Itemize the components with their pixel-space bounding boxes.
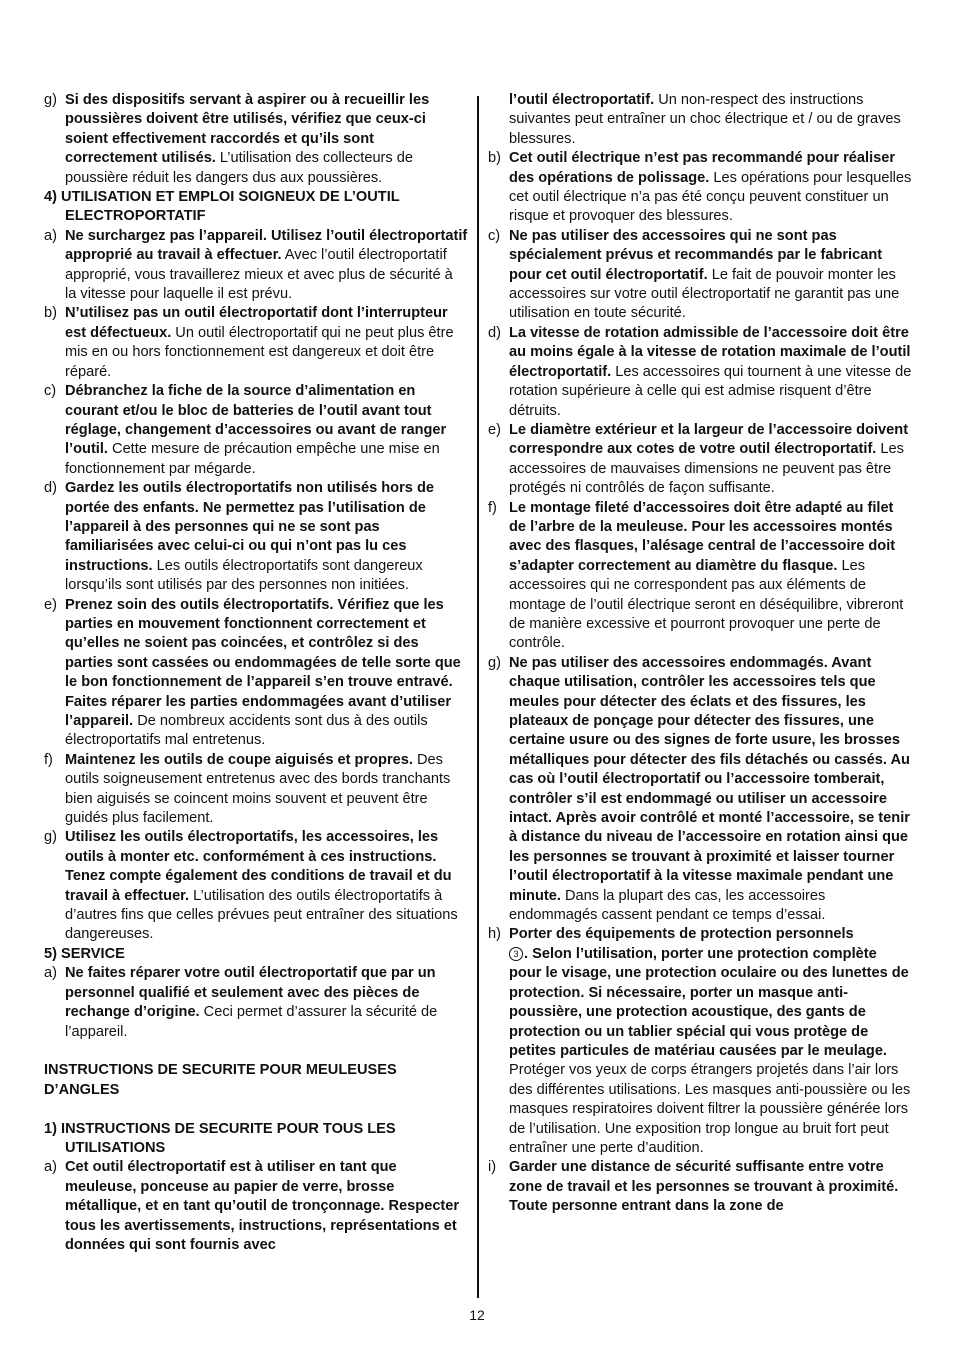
main-title: INSTRUCTIONS DE SECURITE POUR MEULEUSES [44, 1062, 397, 1079]
item-4c: c) Débranchez la fiche de la source d’alimentation en courant et/ou le bloc de batteries de l’outil avant tout réglage, changement d’accessoires ou avant de ranger l’outil. Cette mesure de précaution empêche une mise en fonctionnement par mégarde. [44, 383, 447, 477]
figure-reference-circle: 3 [509, 947, 523, 961]
left-column [44, 91, 468, 1255]
item-1h: h) Porter des équipements de protection personnels 3 . Selon l’utilisation, porter une protection complète pour le visage, une protection oculaire ou des lunettes de protection. Si nécessaire, porter un masque anti-poussière, une protection acoustique, des gants de protection ou un tablier spécial qui vous protège de petites particules de matériau causées par le meulage. Protéger vos yeux de corps étrangers projetés dans l’air lors des différentes utilisations. Les masques anti-poussière ou les masques respiratoires doivent filtrer la poussière générée lors de l’utilisation. Une exposition trop longue au bruit fort peut entraîner une perte d’audition. [488, 926, 911, 1156]
item-1a-continued: l’outil électroportatif. Un non-respect des instructions suivantes peut entraîner un choc électrique et / ou de graves blessures. [509, 92, 901, 147]
section-5-title: 5) SERVICE [44, 945, 125, 962]
right-column [488, 91, 912, 1217]
section-1-title: 1) INSTRUCTIONS DE SECURITE POUR TOUS LES [44, 1120, 396, 1137]
item-1g: g) Ne pas utiliser des accessoires endommagés. Avant chaque utilisation, contrôler les accessoires tels que meules pour détecter des éclats et des fissures, les plateaux de ponçage pour détecter des fissures, une certaine usure ou des signes de forte usure, les brosses métalliques pour détecter des fils détachés ou cassés. Au cas où l’outil électroportatif ou l’accessoire tomberait, contrôler s’il est endommagé ou utiliser un accessoire intact. Après avoir contrôlé et monté l’accessoire, se tenir à distance du niveau de l’accessoire en rotation ainsi que les personnes se trouvant à proximité et laisser tourner l’outil électroportatif à la vitesse maximale pendant une minute. Dans la plupart des cas, les accessoires endommagés cassent pendant ce temps d’essai. [488, 654, 910, 924]
item-1a: a) Cet outil électroportatif est à utiliser en tant que meuleuse, ponceuse au papier de verre, brosse métallique, et en tant qu’outil de tronçonnage. Respecter tous les avertissements, instructions, représentations et données qui sont fournis avec [44, 1159, 460, 1253]
item-5a: a) Ne faites réparer votre outil électroportatif que par un personnel qualifié et seulement avec des pièces de rechange d’origine. Ceci permet d’assurer la sécurité de l’appareil. [44, 965, 438, 1040]
item-1f: f) Le montage fileté d’accessoires doit être adapté au filet de l’arbre de la meuleuse. Pour les accessoires montés avec des flasques, l’alésage central de l’accessoire doit s’adapter correctement au diamètre du flasque. Les accessoires qui ne correspondent pas aux éléments de montage de l’outil électrique seront en déséquilibre, vibreront de manière excessive et pourront provoquer une perte de contrôle. [488, 499, 904, 652]
section-4-title: 4) UTILISATION ET EMPLOI SOIGNEUX DE L’OUTIL [44, 189, 400, 206]
item-4d: d) Gardez les outils électroportatifs non utilisés hors de portée des enfants. Ne permettez pas l’utilisation de l’appareil à des personnes qui ne se sont pas familiarisées avec celui-ci ou qui n’ont pas lu ces instructions. Les outils électroportatifs sont dangereux lorsqu’ils sont utilisés par des personnes non initiées. [44, 480, 434, 594]
item-g-dust: g) Si des dispositifs servant à aspirer ou à recueillir les poussières doivent être utilisés, vérifiez que ceux-ci soient effectivement raccordés et qu’ils sont correctement utilisés. L’utilisation des collecteurs de poussière réduit les dangers dus aux poussières. [44, 92, 430, 186]
item-1e: e) Le diamètre extérieur et la largeur de l’accessoire doivent correspondre aux cotes de votre outil électroportatif. Les accessoires de mauvaises dimensions ne peuvent pas être protégés ni contrôlés de façon suffisante. [488, 421, 909, 497]
item-1c: c) Ne pas utiliser des accessoires qui ne sont pas spécialement prévus et recommandés par le fabricant pour cet outil électroportatif. Le fait de pouvoir monter les accessoires sur votre outil électroportatif ne garantit pas une utilisation en toute sécurité. [488, 227, 900, 322]
item-1i: i) Garder une distance de sécurité suffisante entre votre zone de travail et les personnes se trouvant à proximité. Toute personne entrant dans la zone de [488, 1159, 899, 1215]
item-4b: b) N’utilisez pas un outil électroportatif dont l’interrupteur est défectueux. Un outil électroportatif qui ne peut plus être mis en ou hors fonctionnement est dangereux et doit être réparé. [44, 305, 454, 380]
item-4f: f) Maintenez les outils de coupe aiguisés et propres. Des outils soigneusement entretenus avec des bords tranchants bien aiguisés se coincent moins souvent et peuvent être guidés plus facilement. [44, 751, 451, 827]
section-1-title-cont: UTILISATIONS [65, 1139, 166, 1156]
item-1b: b) Cet outil électrique n’est pas recommandé pour réaliser des opérations de polissage. Les opérations pour lesquelles cet outil électrique n’a pas été conçu peuvent constituer un risque et provoquer des blessures. [488, 150, 912, 225]
item-4g: g) Utilisez les outils électroportatifs, les accessoires, les outils à monter etc. conformément à ces instructions. Tenez compte également des conditions de travail et du travail à effectuer. L’utilisation des outils électroportatifs à d’autres fins que celles prévues peut entraîner des situations dangereuses. [44, 829, 458, 943]
item-4e: e) Prenez soin des outils électroportatifs. Vérifiez que les parties en mouvement fonctionnent correctement et qu’elles ne soient pas coincées, et contrôlez si des parties sont cassées ou endommagées de telle sorte que le bon fonctionnement de l’appareil s’en trouve entravé. Faites réparer les parties endommagées avant d’utiliser l’appareil. De nombreux accidents sont dus à des outils électroportatifs mal entretenus. [44, 596, 461, 749]
item-1d: d) La vitesse de rotation admissible de l’accessoire doit être au moins égale à la vitesse de rotation maximale de l’outil électroportatif. Les accessoires qui tournent à une vitesse de rotation supérieure à celle qui est admise risquent d’être détruits. [488, 324, 912, 419]
item-4a: a) Ne surchargez pas l’appareil. Utilisez l’outil électroportatif approprié au travail à effectuer. Avec l’outil électroportatif approprié, vous travaillerez mieux et avec plus de sécurité à la vitesse pour laquelle il est prévu. [44, 227, 468, 303]
main-title-cont: D’ANGLES [44, 1081, 120, 1098]
page-number: 12 [469, 1307, 485, 1323]
section-4-title-cont: ELECTROPORTATIF [65, 208, 206, 225]
column-divider [477, 96, 479, 1298]
